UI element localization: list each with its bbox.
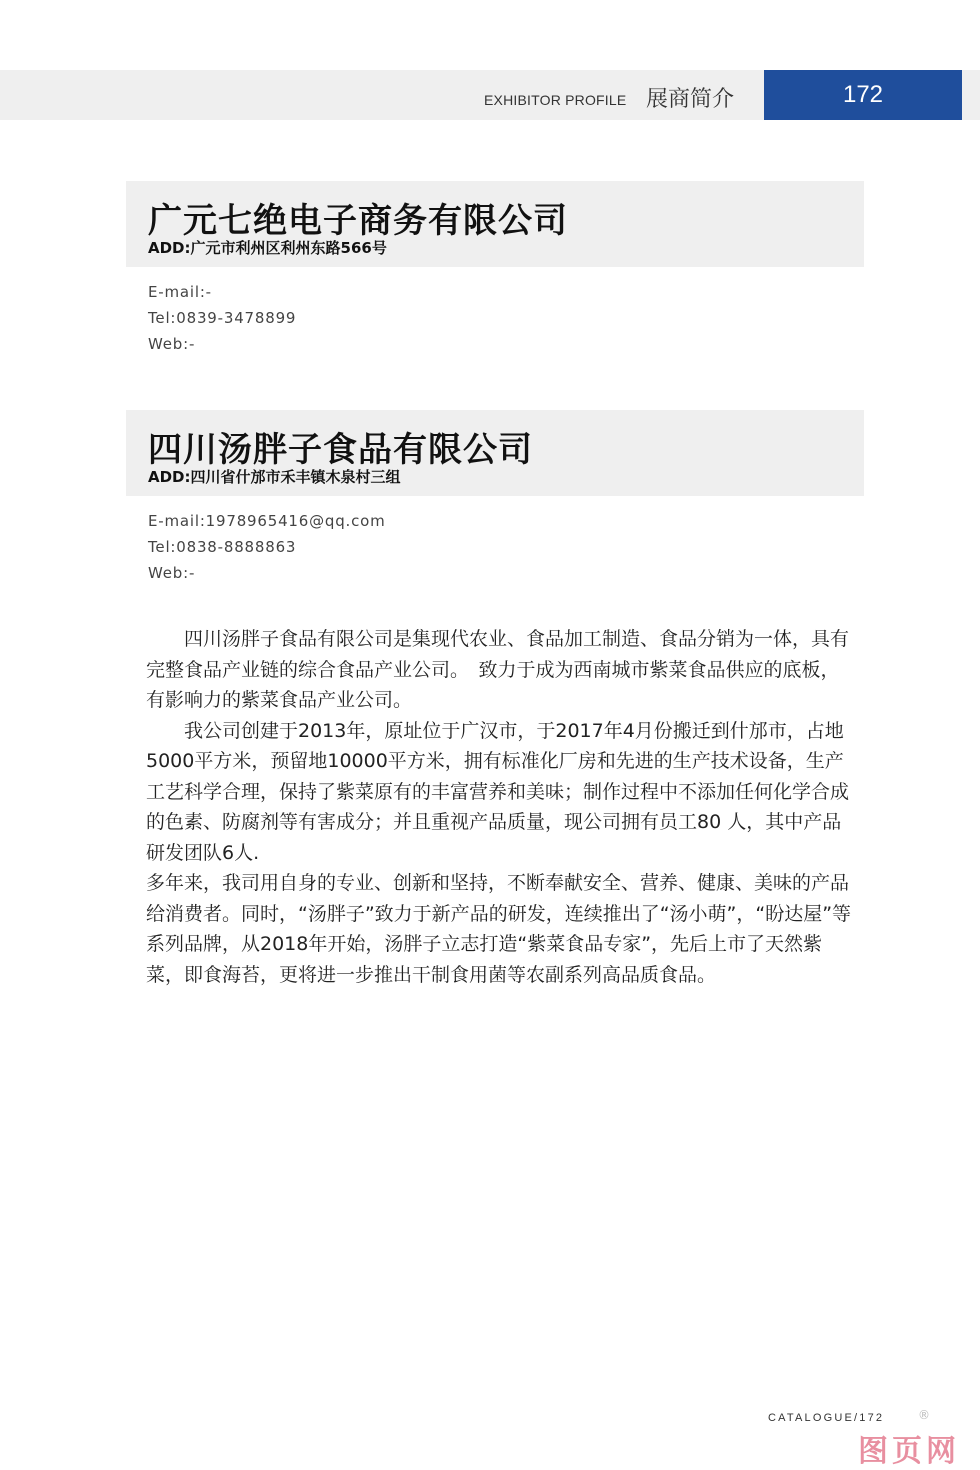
company-header: [126, 181, 864, 267]
contact-tel: Tel:0839-3478899: [148, 309, 297, 327]
page-number: 172: [764, 70, 962, 120]
description-paragraph: 多年来，我司用自身的专业、创新和坚持，不断奉献安全、营养、健康、美味的产品给消费者。同时，“汤胖子”致力于新产品的研发，连续推出了“汤小萌”，“盼达屋”等系列品牌，从2018年开始，汤胖子立志打造“紫菜食品专家”，先后上市了天然紫菜，即食海苔，更将进一步推出干制食用菌等农副系列高品质食品。: [146, 872, 852, 986]
company-address: ADD:四川省什邡市禾丰镇木泉村三组: [148, 468, 401, 486]
company-card: [126, 181, 864, 357]
footer-catalogue: CATALOGUE/172: [768, 1412, 885, 1424]
contact-email: E-mail:1978965416@qq.com: [148, 512, 386, 530]
company-address: ADD:广元市利州区利州东路566号: [148, 239, 387, 257]
company-name: 广元七绝电子商务有限公司: [148, 201, 568, 241]
contact-tel: Tel:0838-8888863: [148, 538, 297, 556]
registered-mark: ®: [918, 1408, 930, 1422]
watermark-logo: 图页网: [858, 1434, 960, 1469]
description-paragraph: 我公司创建于2013年，原址位于广汉市，于2017年4月份搬迁到什邡市，占地5000平方米，预留地10000平方米，拥有标准化厂房和先进的生产技术设备，生产工艺科学合理，保持了紫菜原有的丰富营养和美味；制作过程中不添加任何化学合成的色素、防腐剂等有害成分；并且重视产品质量，现公司拥有员工80 人，其中产品研发团队6人.: [146, 719, 850, 864]
contact-web: Web:-: [148, 564, 196, 582]
description-paragraph: 四川汤胖子食品有限公司是集现代农业、食品加工制造、食品分销为一体，具有完整食品产业链的综合食品产业公司。 致力于成为西南城市紫菜食品供应的底板，有影响力的紫菜食品产业公司。: [146, 628, 850, 711]
company-name: 四川汤胖子食品有限公司: [148, 430, 533, 470]
company-card: [126, 410, 864, 586]
section-title-cn: 展商简介: [646, 87, 735, 112]
section-title-en: EXHIBITOR PROFILE: [484, 92, 627, 108]
contact-email: E-mail:-: [148, 283, 212, 301]
contact-web: Web:-: [148, 335, 196, 353]
company-header: [126, 410, 864, 496]
contact-info: [148, 508, 864, 586]
contact-info: [148, 279, 864, 357]
company-description: [146, 624, 858, 990]
